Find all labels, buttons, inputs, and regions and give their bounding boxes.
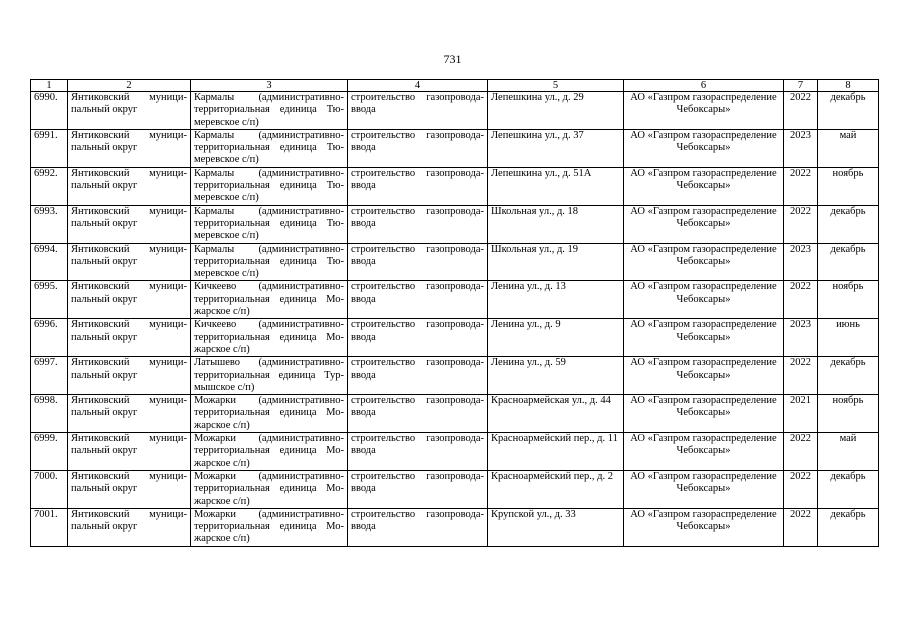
cell-line: пальный округ — [71, 369, 138, 381]
table-row — [31, 243, 879, 281]
year-cell: 2022 — [784, 92, 818, 130]
cell-line: Чебоксары» — [676, 521, 731, 533]
cell-line: ввода — [351, 369, 376, 381]
address-cell: Ленина ул., д. 13 — [488, 281, 624, 319]
cell-line: Можарки (административно- — [194, 395, 344, 407]
work-type-cell — [348, 433, 488, 471]
organization-cell — [624, 281, 784, 319]
cell-line: Чебоксары» — [676, 180, 731, 192]
month-cell: декабрь — [818, 357, 879, 395]
cell-line: территориальная единица Тю- — [194, 217, 344, 229]
cell-line: Янтиковский муници- — [71, 319, 187, 331]
row-number: 6995. — [31, 281, 68, 319]
table-row — [31, 395, 879, 433]
cell-line: Янтиковский муници- — [71, 243, 187, 255]
month-cell: май — [818, 129, 879, 167]
cell-line: ввода — [351, 293, 376, 305]
row-number: 7001. — [31, 508, 68, 546]
cell-line: Чебоксары» — [676, 445, 731, 457]
address-cell: Лепешкина ул., д. 37 — [488, 129, 624, 167]
row-number: 6991. — [31, 129, 68, 167]
cell-line: Латышево (административно- — [194, 357, 344, 369]
district-cell — [68, 205, 191, 243]
district-cell — [68, 92, 191, 130]
table-row — [31, 508, 879, 546]
column-header-7: 7 — [784, 80, 818, 92]
year-cell: 2021 — [784, 395, 818, 433]
row-number: 7000. — [31, 470, 68, 508]
cell-line: Чебоксары» — [676, 255, 731, 267]
cell-line: Чебоксары» — [676, 407, 731, 419]
locality-cell — [191, 508, 348, 546]
column-header-5: 5 — [488, 80, 624, 92]
year-cell: 2022 — [784, 281, 818, 319]
cell-line: АО «Газпром газораспределение — [630, 470, 777, 482]
cell-line: ввода — [351, 483, 376, 495]
district-cell — [68, 433, 191, 471]
cell-line: Янтиковский муници- — [71, 470, 187, 482]
column-header-1: 1 — [31, 80, 68, 92]
month-cell: ноябрь — [818, 167, 879, 205]
year-cell: 2022 — [784, 433, 818, 471]
organization-cell — [624, 243, 784, 281]
cell-line: строительство газопровода- — [351, 167, 484, 179]
cell-line: Кармалы (административно- — [194, 243, 344, 255]
locality-cell — [191, 357, 348, 395]
district-cell — [68, 167, 191, 205]
month-cell: декабрь — [818, 205, 879, 243]
cell-line: территориальная единица Тю- — [194, 142, 344, 154]
cell-line: меревское с/п) — [194, 230, 259, 242]
cell-line: пальный округ — [71, 407, 138, 419]
cell-line: Янтиковский муници- — [71, 395, 187, 407]
work-type-cell — [348, 319, 488, 357]
column-header-6: 6 — [624, 80, 784, 92]
cell-line: Кармалы (административно- — [194, 129, 344, 141]
cell-line: АО «Газпром газораспределение — [630, 508, 777, 520]
cell-line: пальный округ — [71, 293, 138, 305]
cell-line: Кичкеево (административно- — [194, 319, 344, 331]
address-cell: Ленина ул., д. 9 — [488, 319, 624, 357]
address-cell: Ленина ул., д. 59 — [488, 357, 624, 395]
locality-cell — [191, 243, 348, 281]
cell-line: ввода — [351, 521, 376, 533]
cell-line: строительство газопровода- — [351, 205, 484, 217]
table-row — [31, 281, 879, 319]
cell-line: Можарки (административно- — [194, 470, 344, 482]
table-row — [31, 357, 879, 395]
cell-line: ввода — [351, 331, 376, 343]
locality-cell — [191, 129, 348, 167]
year-cell: 2022 — [784, 357, 818, 395]
column-header-3: 3 — [191, 80, 348, 92]
district-cell — [68, 508, 191, 546]
cell-line: территориальная единица Мо- — [194, 445, 344, 457]
table-row — [31, 205, 879, 243]
cell-line: жарское с/п) — [194, 457, 250, 469]
year-cell: 2022 — [784, 205, 818, 243]
year-cell: 2023 — [784, 319, 818, 357]
month-cell: декабрь — [818, 508, 879, 546]
cell-line: пальный округ — [71, 255, 138, 267]
cell-line: АО «Газпром газораспределение — [630, 243, 777, 255]
cell-line: Кичкеево (административно- — [194, 281, 344, 293]
address-cell: Лепешкина ул., д. 29 — [488, 92, 624, 130]
year-cell: 2023 — [784, 129, 818, 167]
cell-line: АО «Газпром газораспределение — [630, 433, 777, 445]
cell-line: территориальная единица Мо- — [194, 407, 344, 419]
organization-cell — [624, 433, 784, 471]
cell-line: строительство газопровода- — [351, 281, 484, 293]
district-cell — [68, 470, 191, 508]
locality-cell — [191, 395, 348, 433]
cell-line: Чебоксары» — [676, 483, 731, 495]
cell-line: ввода — [351, 104, 376, 116]
cell-line: территориальная единица Тур- — [194, 369, 344, 381]
work-type-cell — [348, 205, 488, 243]
cell-line: Янтиковский муници- — [71, 205, 187, 217]
table-row — [31, 167, 879, 205]
locality-cell — [191, 470, 348, 508]
cell-line: жарское с/п) — [194, 533, 250, 545]
cell-line: Можарки (административно- — [194, 508, 344, 520]
cell-line: пальный округ — [71, 104, 138, 116]
cell-line: строительство газопровода- — [351, 508, 484, 520]
cell-line: Янтиковский муници- — [71, 433, 187, 445]
cell-line: ввода — [351, 217, 376, 229]
year-cell: 2022 — [784, 508, 818, 546]
locality-cell — [191, 167, 348, 205]
table-row — [31, 92, 879, 130]
cell-line: Кармалы (административно- — [194, 205, 344, 217]
cell-line: Кармалы (административно- — [194, 92, 344, 103]
cell-line: Янтиковский муници- — [71, 92, 187, 103]
address-cell: Красноармейский пер., д. 11 — [488, 433, 624, 471]
work-type-cell — [348, 167, 488, 205]
district-cell — [68, 395, 191, 433]
cell-line: территориальная единица Мо- — [194, 521, 344, 533]
work-type-cell — [348, 395, 488, 433]
month-cell: ноябрь — [818, 281, 879, 319]
cell-line: Янтиковский муници- — [71, 508, 187, 520]
cell-line: жарское с/п) — [194, 495, 250, 507]
year-cell: 2023 — [784, 243, 818, 281]
table-body — [31, 92, 879, 547]
address-cell: Крупской ул., д. 33 — [488, 508, 624, 546]
locality-cell — [191, 92, 348, 130]
cell-line: Можарки (административно- — [194, 433, 344, 445]
cell-line: меревское с/п) — [194, 116, 259, 128]
cell-line: пальный округ — [71, 142, 138, 154]
organization-cell — [624, 319, 784, 357]
cell-line: территориальная единица Мо- — [194, 483, 344, 495]
month-cell: май — [818, 433, 879, 471]
cell-line: территориальная единица Мо- — [194, 331, 344, 343]
cell-line: АО «Газпром газораспределение — [630, 92, 777, 103]
table-header-row — [31, 80, 879, 92]
address-cell: Школьная ул., д. 19 — [488, 243, 624, 281]
cell-line: строительство газопровода- — [351, 433, 484, 445]
cell-line: ввода — [351, 180, 376, 192]
cell-line: ввода — [351, 142, 376, 154]
cell-line: ввода — [351, 255, 376, 267]
table-row — [31, 470, 879, 508]
work-type-cell — [348, 92, 488, 130]
cell-line: строительство газопровода- — [351, 470, 484, 482]
cell-line: строительство газопровода- — [351, 395, 484, 407]
cell-line: Кармалы (административно- — [194, 167, 344, 179]
cell-line: пальный округ — [71, 483, 138, 495]
work-type-cell — [348, 243, 488, 281]
address-cell: Школьная ул., д. 18 — [488, 205, 624, 243]
cell-line: АО «Газпром газораспределение — [630, 357, 777, 369]
locality-cell — [191, 281, 348, 319]
district-cell — [68, 319, 191, 357]
cell-line: территориальная единица Тю- — [194, 255, 344, 267]
month-cell: июнь — [818, 319, 879, 357]
cell-line: пальный округ — [71, 217, 138, 229]
month-cell: декабрь — [818, 243, 879, 281]
year-cell: 2022 — [784, 470, 818, 508]
locality-cell — [191, 319, 348, 357]
organization-cell — [624, 508, 784, 546]
cell-line: Янтиковский муници- — [71, 357, 187, 369]
cell-line: пальный округ — [71, 331, 138, 343]
cell-line: АО «Газпром газораспределение — [630, 395, 777, 407]
column-header-4: 4 — [348, 80, 488, 92]
work-type-cell — [348, 129, 488, 167]
cell-line: пальный округ — [71, 521, 138, 533]
cell-line: Янтиковский муници- — [71, 129, 187, 141]
cell-line: Янтиковский муници- — [71, 167, 187, 179]
table-row — [31, 129, 879, 167]
cell-line: меревское с/п) — [194, 268, 259, 280]
cell-line: ввода — [351, 407, 376, 419]
cell-line: пальный округ — [71, 445, 138, 457]
address-cell: Лепешкина ул., д. 51А — [488, 167, 624, 205]
row-number: 6994. — [31, 243, 68, 281]
organization-cell — [624, 92, 784, 130]
column-header-2: 2 — [68, 80, 191, 92]
work-type-cell — [348, 281, 488, 319]
cell-line: меревское с/п) — [194, 154, 259, 166]
locality-cell — [191, 205, 348, 243]
cell-line: Чебоксары» — [676, 293, 731, 305]
month-cell: декабрь — [818, 92, 879, 130]
cell-line: Чебоксары» — [676, 142, 731, 154]
cell-line: территориальная единица Тю- — [194, 180, 344, 192]
organization-cell — [624, 205, 784, 243]
cell-line: Янтиковский муници- — [71, 281, 187, 293]
data-table — [30, 79, 879, 547]
cell-line: территориальная единица Тю- — [194, 104, 344, 116]
table-row — [31, 433, 879, 471]
row-number: 6998. — [31, 395, 68, 433]
cell-line: жарское с/п) — [194, 343, 250, 355]
organization-cell — [624, 167, 784, 205]
cell-line: жарское с/п) — [194, 306, 250, 318]
row-number: 6992. — [31, 167, 68, 205]
address-cell: Красноармейская ул., д. 44 — [488, 395, 624, 433]
row-number: 6997. — [31, 357, 68, 395]
month-cell: ноябрь — [818, 395, 879, 433]
cell-line: Чебоксары» — [676, 331, 731, 343]
cell-line: жарское с/п) — [194, 419, 250, 431]
cell-line: строительство газопровода- — [351, 92, 484, 103]
cell-line: ввода — [351, 445, 376, 457]
cell-line: АО «Газпром газораспределение — [630, 319, 777, 331]
cell-line: пальный округ — [71, 180, 138, 192]
cell-line: меревское с/п) — [194, 192, 259, 204]
work-type-cell — [348, 470, 488, 508]
district-cell — [68, 281, 191, 319]
cell-line: Чебоксары» — [676, 369, 731, 381]
cell-line: строительство газопровода- — [351, 319, 484, 331]
organization-cell — [624, 357, 784, 395]
page-number: 731 — [443, 52, 462, 66]
cell-line: Чебоксары» — [676, 104, 731, 116]
month-cell: декабрь — [818, 470, 879, 508]
column-header-8: 8 — [818, 80, 879, 92]
row-number: 6990. — [31, 92, 68, 130]
row-number: 6993. — [31, 205, 68, 243]
locality-cell — [191, 433, 348, 471]
district-cell — [68, 243, 191, 281]
district-cell — [68, 357, 191, 395]
cell-line: АО «Газпром газораспределение — [630, 281, 777, 293]
organization-cell — [624, 470, 784, 508]
cell-line: АО «Газпром газораспределение — [630, 167, 777, 179]
cell-line: Чебоксары» — [676, 217, 731, 229]
work-type-cell — [348, 508, 488, 546]
address-cell: Красноармейский пер., д. 2 — [488, 470, 624, 508]
row-number: 6996. — [31, 319, 68, 357]
row-number: 6999. — [31, 433, 68, 471]
table-row — [31, 319, 879, 357]
cell-line: строительство газопровода- — [351, 243, 484, 255]
cell-line: АО «Газпром газораспределение — [630, 129, 777, 141]
organization-cell — [624, 395, 784, 433]
year-cell: 2022 — [784, 167, 818, 205]
cell-line: строительство газопровода- — [351, 357, 484, 369]
district-cell — [68, 129, 191, 167]
cell-line: мышское с/п) — [194, 381, 255, 393]
organization-cell — [624, 129, 784, 167]
cell-line: территориальная единица Мо- — [194, 293, 344, 305]
cell-line: АО «Газпром газораспределение — [630, 205, 777, 217]
cell-line: строительство газопровода- — [351, 129, 484, 141]
work-type-cell — [348, 357, 488, 395]
